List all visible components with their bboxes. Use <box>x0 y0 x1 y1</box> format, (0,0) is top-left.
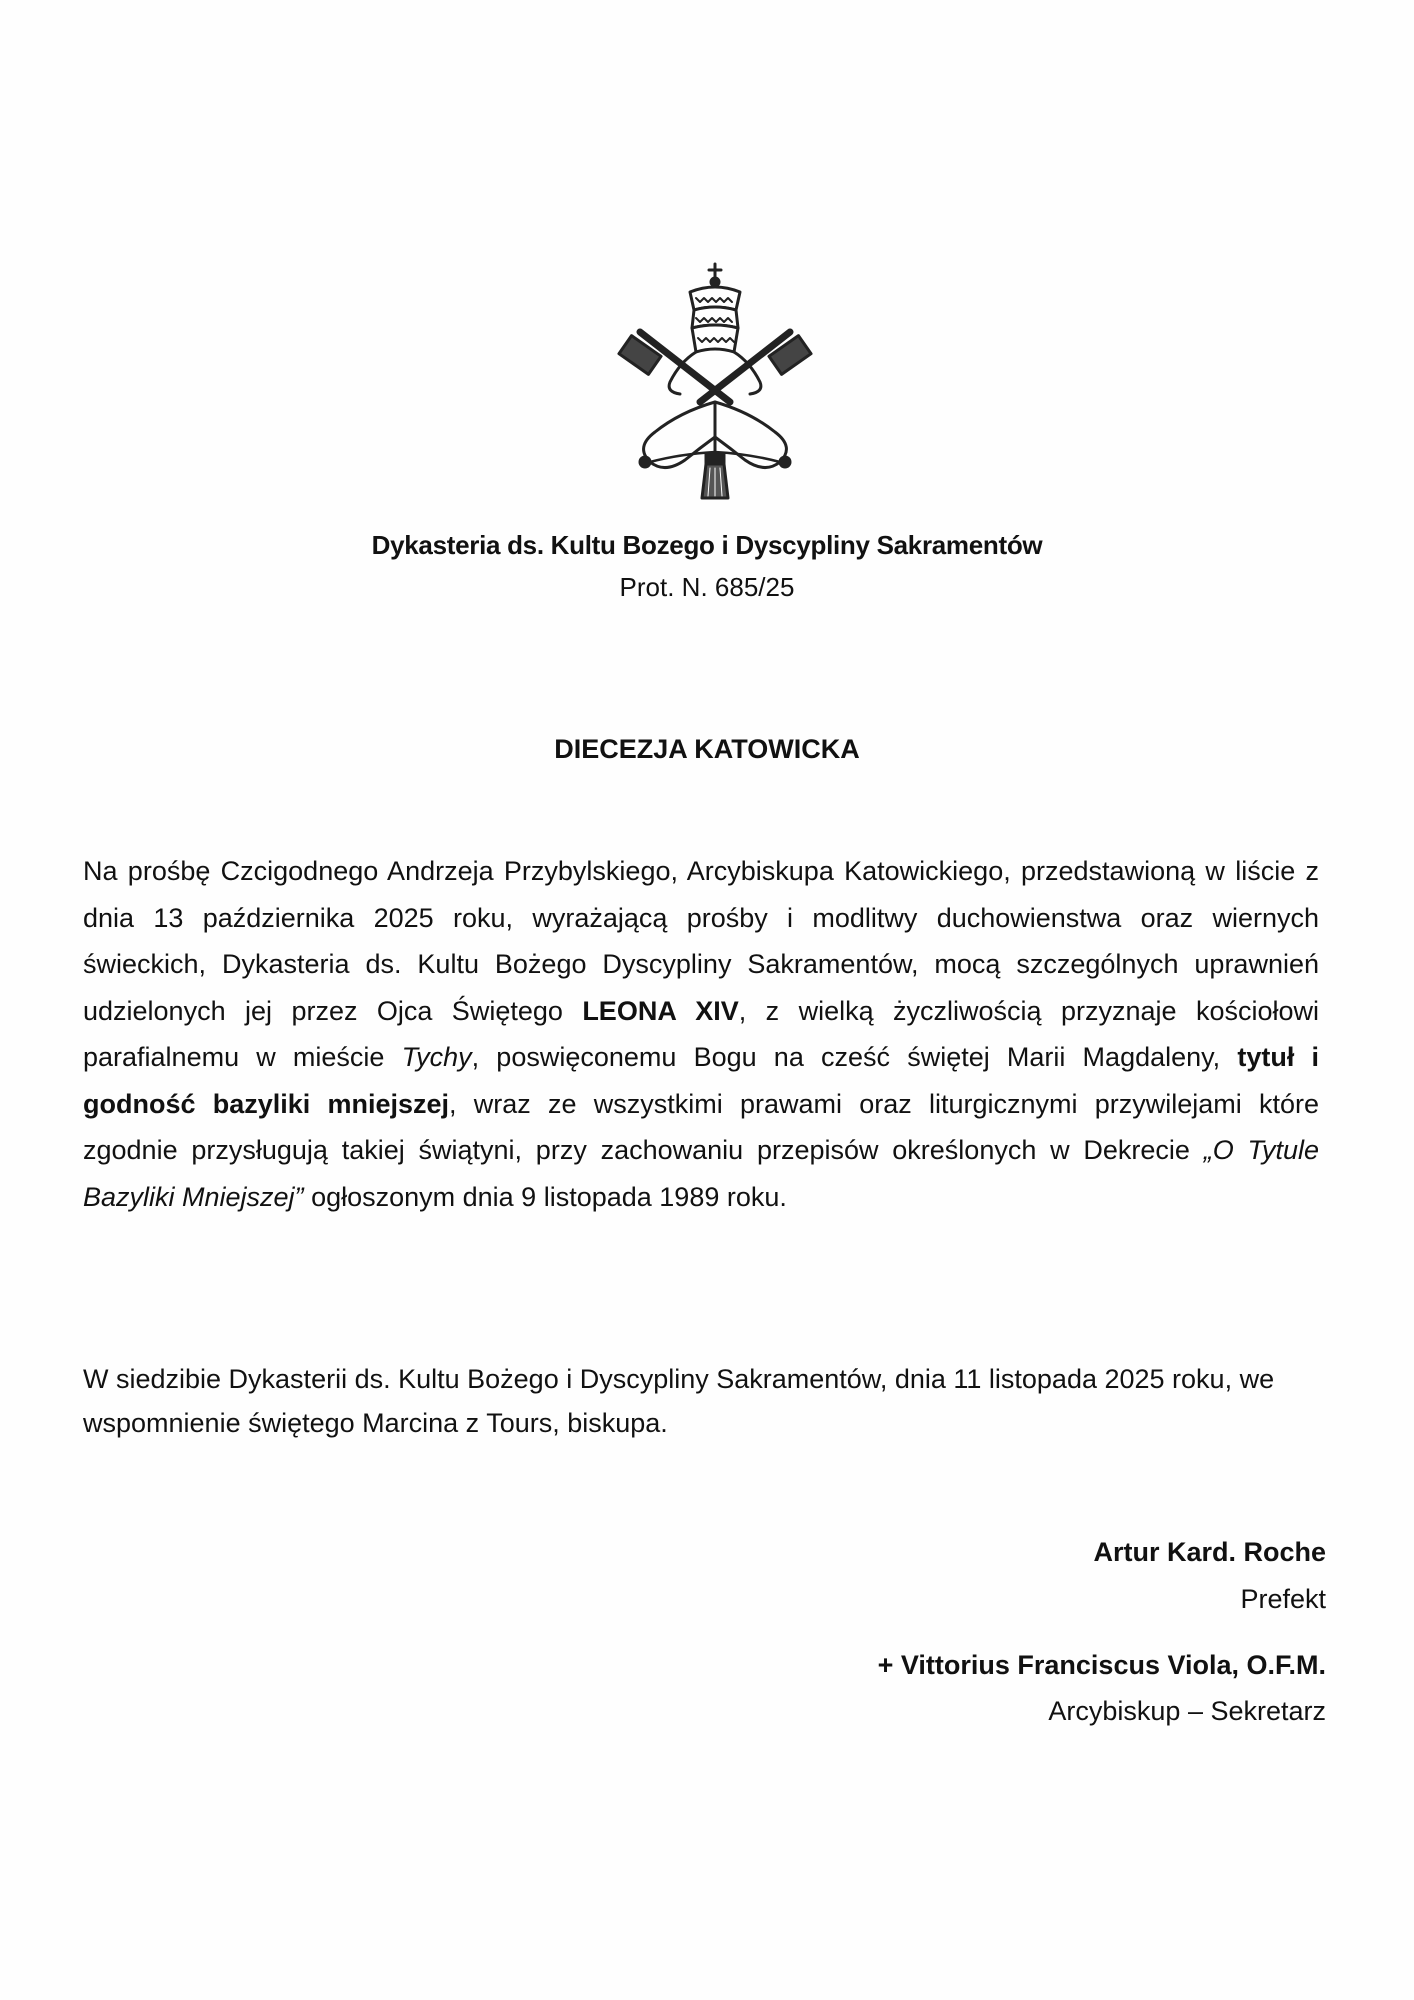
decree-text: Na prośbę Czcigodnego Andrzeja Przybylskiego, Arcybiskupa Katowickiego, przedstawioną w liście z dnia 13 października 2025 roku, wyrażającą prośby i modlitwy duchowienstwa oraz wiernych świeckich, Dykasteria ds. Kultu Bożego Dyscypliny Sakramentów, mocą szczególnych uprawnień udzielonych jej przez Ojca Świętego <box>83 856 1319 1026</box>
decree-paragraph <box>83 848 1319 1220</box>
protocol-number: Prot. N. 685/25 <box>619 572 795 602</box>
signatory-name: Artur Kard. Roche <box>1093 1537 1326 1567</box>
dicastery-name: Dykasteria ds. Kultu Bozego i Dyscypliny Sakramentów <box>371 530 1043 560</box>
decree-reference: „O Tytule Bazyliki Mniejszej” <box>83 1135 1320 1212</box>
document-title: DIECEZJA KATOWICKA <box>554 734 860 764</box>
signatory-name: + Vittorius Franciscus Viola, O.F.M. <box>877 1650 1326 1680</box>
signatory-title: Prefekt <box>1240 1584 1326 1614</box>
signatory-title: Arcybiskup – Sekretarz <box>1048 1696 1326 1726</box>
decree-text: , z wielką życzliwością przyznaje kościołowi parafialnemu w mieście <box>83 995 1319 1072</box>
basilica-title: tytuł i godność bazyliki mniejszej <box>83 1042 1319 1119</box>
decree-text: ogłoszonym dnia 9 listopada 1989 roku. <box>303 1181 787 1212</box>
decree-text: , wraz ze wszystkimi prawami oraz liturgicznymi przywilejami które zgodnie przysługują takiej świątyni, przy zachowaniu przepisów określonych w Dekrecie <box>83 1088 1319 1165</box>
pope-name: LEONA XIV <box>582 995 739 1026</box>
decree-text: , poswięconemu Bogu na cześć świętej Marii Magdaleny, <box>471 1042 1238 1072</box>
city-name: Tychy <box>401 1042 472 1072</box>
papal-coat-of-arms-icon <box>610 262 820 502</box>
closing-paragraph: W siedzibie Dykasterii ds. Kultu Bożego i Dyscypliny Sakramentów, dnia 11 listopada 2025 roku, we wspomnienie świętego Marcina z Tours, biskupa. <box>83 1364 1275 1438</box>
